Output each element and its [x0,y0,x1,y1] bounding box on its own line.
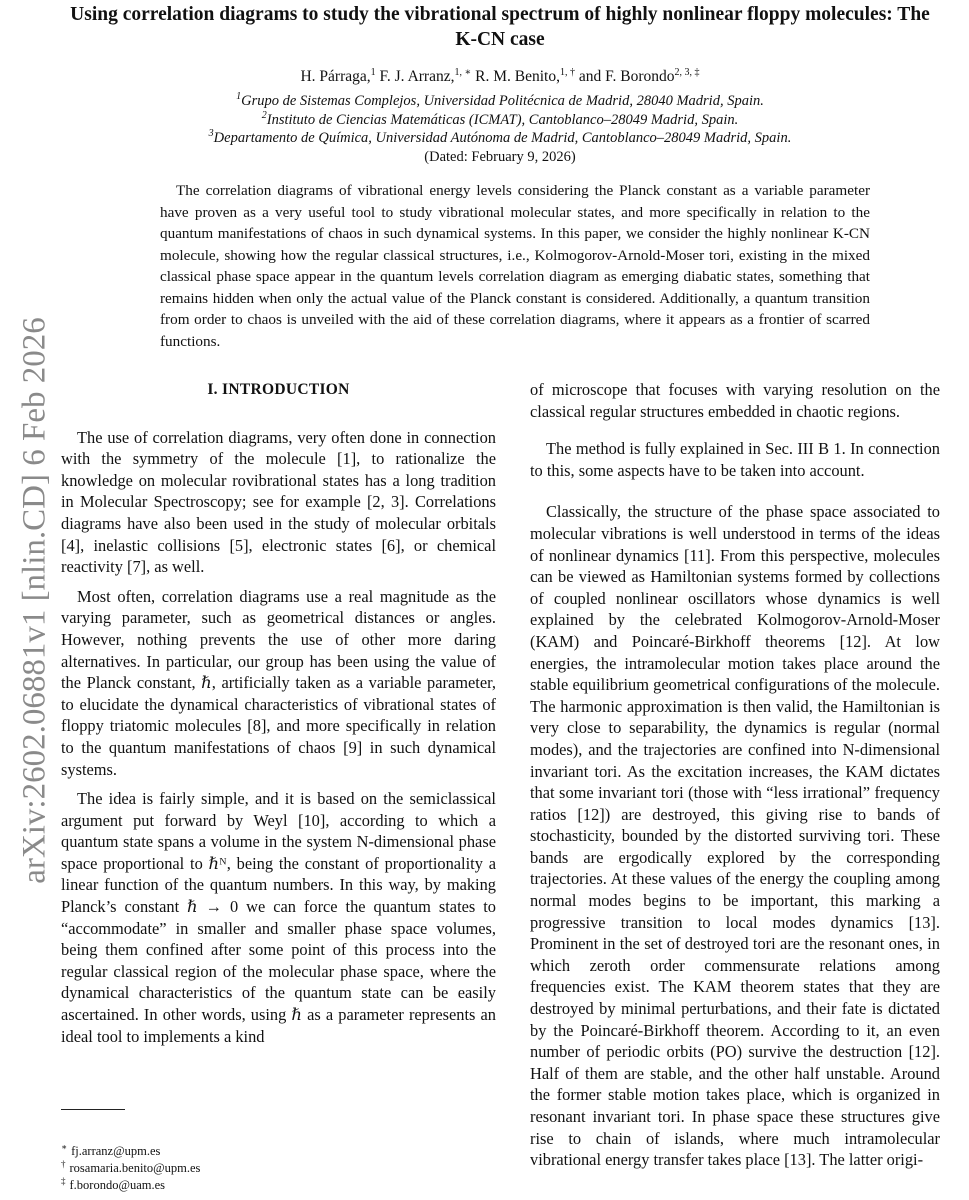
paragraph: The method is fully explained in Sec. III B 1. In connection to this, some aspects have to be taken into account. [530,439,940,480]
affiliation-mark: 3 [208,128,214,140]
author-affiliation-mark: 1 [370,66,376,78]
footnote-mark: ∗ [61,1141,68,1152]
author: R. M. Benito, [475,68,560,85]
section-heading: I. INTRODUCTION [207,381,350,398]
footnotes [61,1143,200,1194]
paragraph: of microscope that focuses with varying resolution on the classical regular structures embedded in chaotic regions. [530,380,940,421]
paper-title: Using correlation diagrams to study the vibrational spectrum of highly nonlinear floppy molecules: The K-CN case [70,4,930,50]
paragraph: The idea is fairly simple, and it is based on the semiclassical argument put forward by Weyl [10], according to which a quantum state spans a volume in the system N-dimensional phase space proportional to ℏᴺ, being the constant of proportionality a linear function of the quantum numbers. In this way, by making Planck’s constant ℏ → 0 we can force the quantum states to “accommodate” in smaller and smaller phase space volumes, being them confined after some point of this process into the regular classical region of the molecular phase space, where the dynamical characteristics of the quantum state can be easily ascertained. In other words, using ℏ as a parameter represents an ideal tool to implements a kind [61,789,496,1046]
footnote [61,1160,200,1177]
affiliation-text: Instituto de Ciencias Matemáticas (ICMAT), Cantoblanco–28049 Madrid, Spain. [266,111,739,128]
left-column [61,379,496,1055]
author-affiliation-mark: 2, 3, ‡ [674,66,700,78]
dated: (Dated: February 9, 2026) [424,148,576,165]
affiliation [60,111,940,130]
footnote-email[interactable]: f.borondo@uam.es [69,1178,166,1192]
footnote [61,1177,200,1194]
abstract: The correlation diagrams of vibrational energy levels considering the Planck constant as a variable parameter have proven as a very useful tool to study vibrational molecular states, and more specifically in relation to the quantum manifestations of chaos in such dynamical systems. In this paper, we consider the highly nonlinear K-CN molecule, showing how the regular classical structures, i.e., Kolmogorov-Arnold-Moser tori, existing in the mixed classical phase space appear in the quantum levels correlation diagram as emerging diabatic states, something that remains hidden when only the actual value of the Planck constant is considered. Additionally, a quantum transition from order to chaos is unveiled with the aid of these correlation diagrams, where it appears as a frontier of scarred functions. [160,182,870,350]
arxiv-stamp: arXiv:2602.06881v1 [nlin.CD] 6 Feb 2026 [16,317,53,884]
footnote-email[interactable]: rosamaria.benito@upm.es [69,1161,201,1175]
paragraph: Classically, the structure of the phase space associated to molecular vibrations is well understood in terms of the ideas of nonlinear dynamics [11]. From this perspective, molecules can be viewed as Hamiltonian systems formed by collections of coupled nonlinear oscillators whose dynamics is well explained by the celebrated Kolmogorov-Arnold-Moser (KAM) and Poincaré-Birkhoff theorems [12]. At low energies, the intramolecular motion takes place around the stable equilibrium geometrical configurations of the molecule. The harmonic approximation is then valid, the Hamiltonian is very close to separability, the dynamics is regular (normal modes), and the trajectories are confined into N-dimensional invariant tori. As the excitation increases, the KAM dictates that some invariant tori (those with “less irrational” frequency ratios [12]) are destroyed, this giving rise to bands of stochasticity, bounded by the distorted surviving tori. These bands are ergodically explored by the corresponding trajectories. At these values of the energy the coupling among normal modes begins to be important, this marking a progressive transition to local modes dynamics [13]. Prominent in the set of destroyed tori are the resonant ones, in which zeroth order commensurate relations among frequencies exist. The KAM theorem states that they are destroyed by minimal perturbations, and their fate is dictated by the Poincaré-Birkhoff theorem. According to it, an even number of periodic orbits (PO) survive the destruction [12]. Half of them are stable, and the other half unstable. Around the former stable motion takes place, which is organized in resonant invariant tori. In phase space these structures give rise to chain of islands, where much intramolecular vibrational energy transfer takes place [13]. The latter origi- [530,502,940,1170]
affiliation-mark: 2 [261,109,267,121]
footnote-email[interactable]: fj.arranz@upm.es [71,1144,161,1158]
author: F. J. Arranz, [379,68,455,85]
affiliations [60,92,940,166]
author-affiliation-mark: 1, ∗ [454,66,472,78]
author: H. Párraga, [300,68,371,85]
footnote-rule [61,1109,125,1110]
affiliation-mark: 1 [236,91,242,103]
footnote-mark: ‡ [61,1175,66,1186]
affiliation [60,129,940,148]
author-list [60,68,940,86]
author: and F. Borondo [578,68,675,85]
affiliation-text: Departamento de Química, Universidad Autónoma de Madrid, Cantoblanco–28049 Madrid, Spain. [213,130,792,146]
author-affiliation-mark: 1, † [559,66,575,78]
affiliation [60,92,940,111]
affiliation-text: Grupo de Sistemas Complejos, Universidad Politécnica de Madrid, 28040 Madrid, Spain. [241,93,764,109]
footnote-mark: † [61,1158,66,1169]
footnote [61,1143,200,1160]
paragraph: The use of correlation diagrams, very often done in connection with the symmetry of the molecule [1], to rationalize the knowledge on molecular rovibrational states has a long tradition in Molecular Spectroscopy; see for example [2, 3]. Correlations diagrams have also been used in the study of molecular orbitals [4], inelastic collisions [5], electronic states [6], or chemical reactivity [7], as well. [61,427,496,577]
paragraph: Most often, correlation diagrams use a real magnitude as the varying parameter, such as geometrical distances or angles. However, nothing prevents the use of other more daring alternatives. In particular, our group has been using the value of the Planck constant, ℏ, artificially taken as a variable parameter, to elucidate the dynamical characteristics of vibrational states of floppy triatomic molecules [8], and more specifically in relation to the quantum manifestations of chaos [9] in such dynamical systems. [61,586,496,779]
right-column [530,379,940,1179]
